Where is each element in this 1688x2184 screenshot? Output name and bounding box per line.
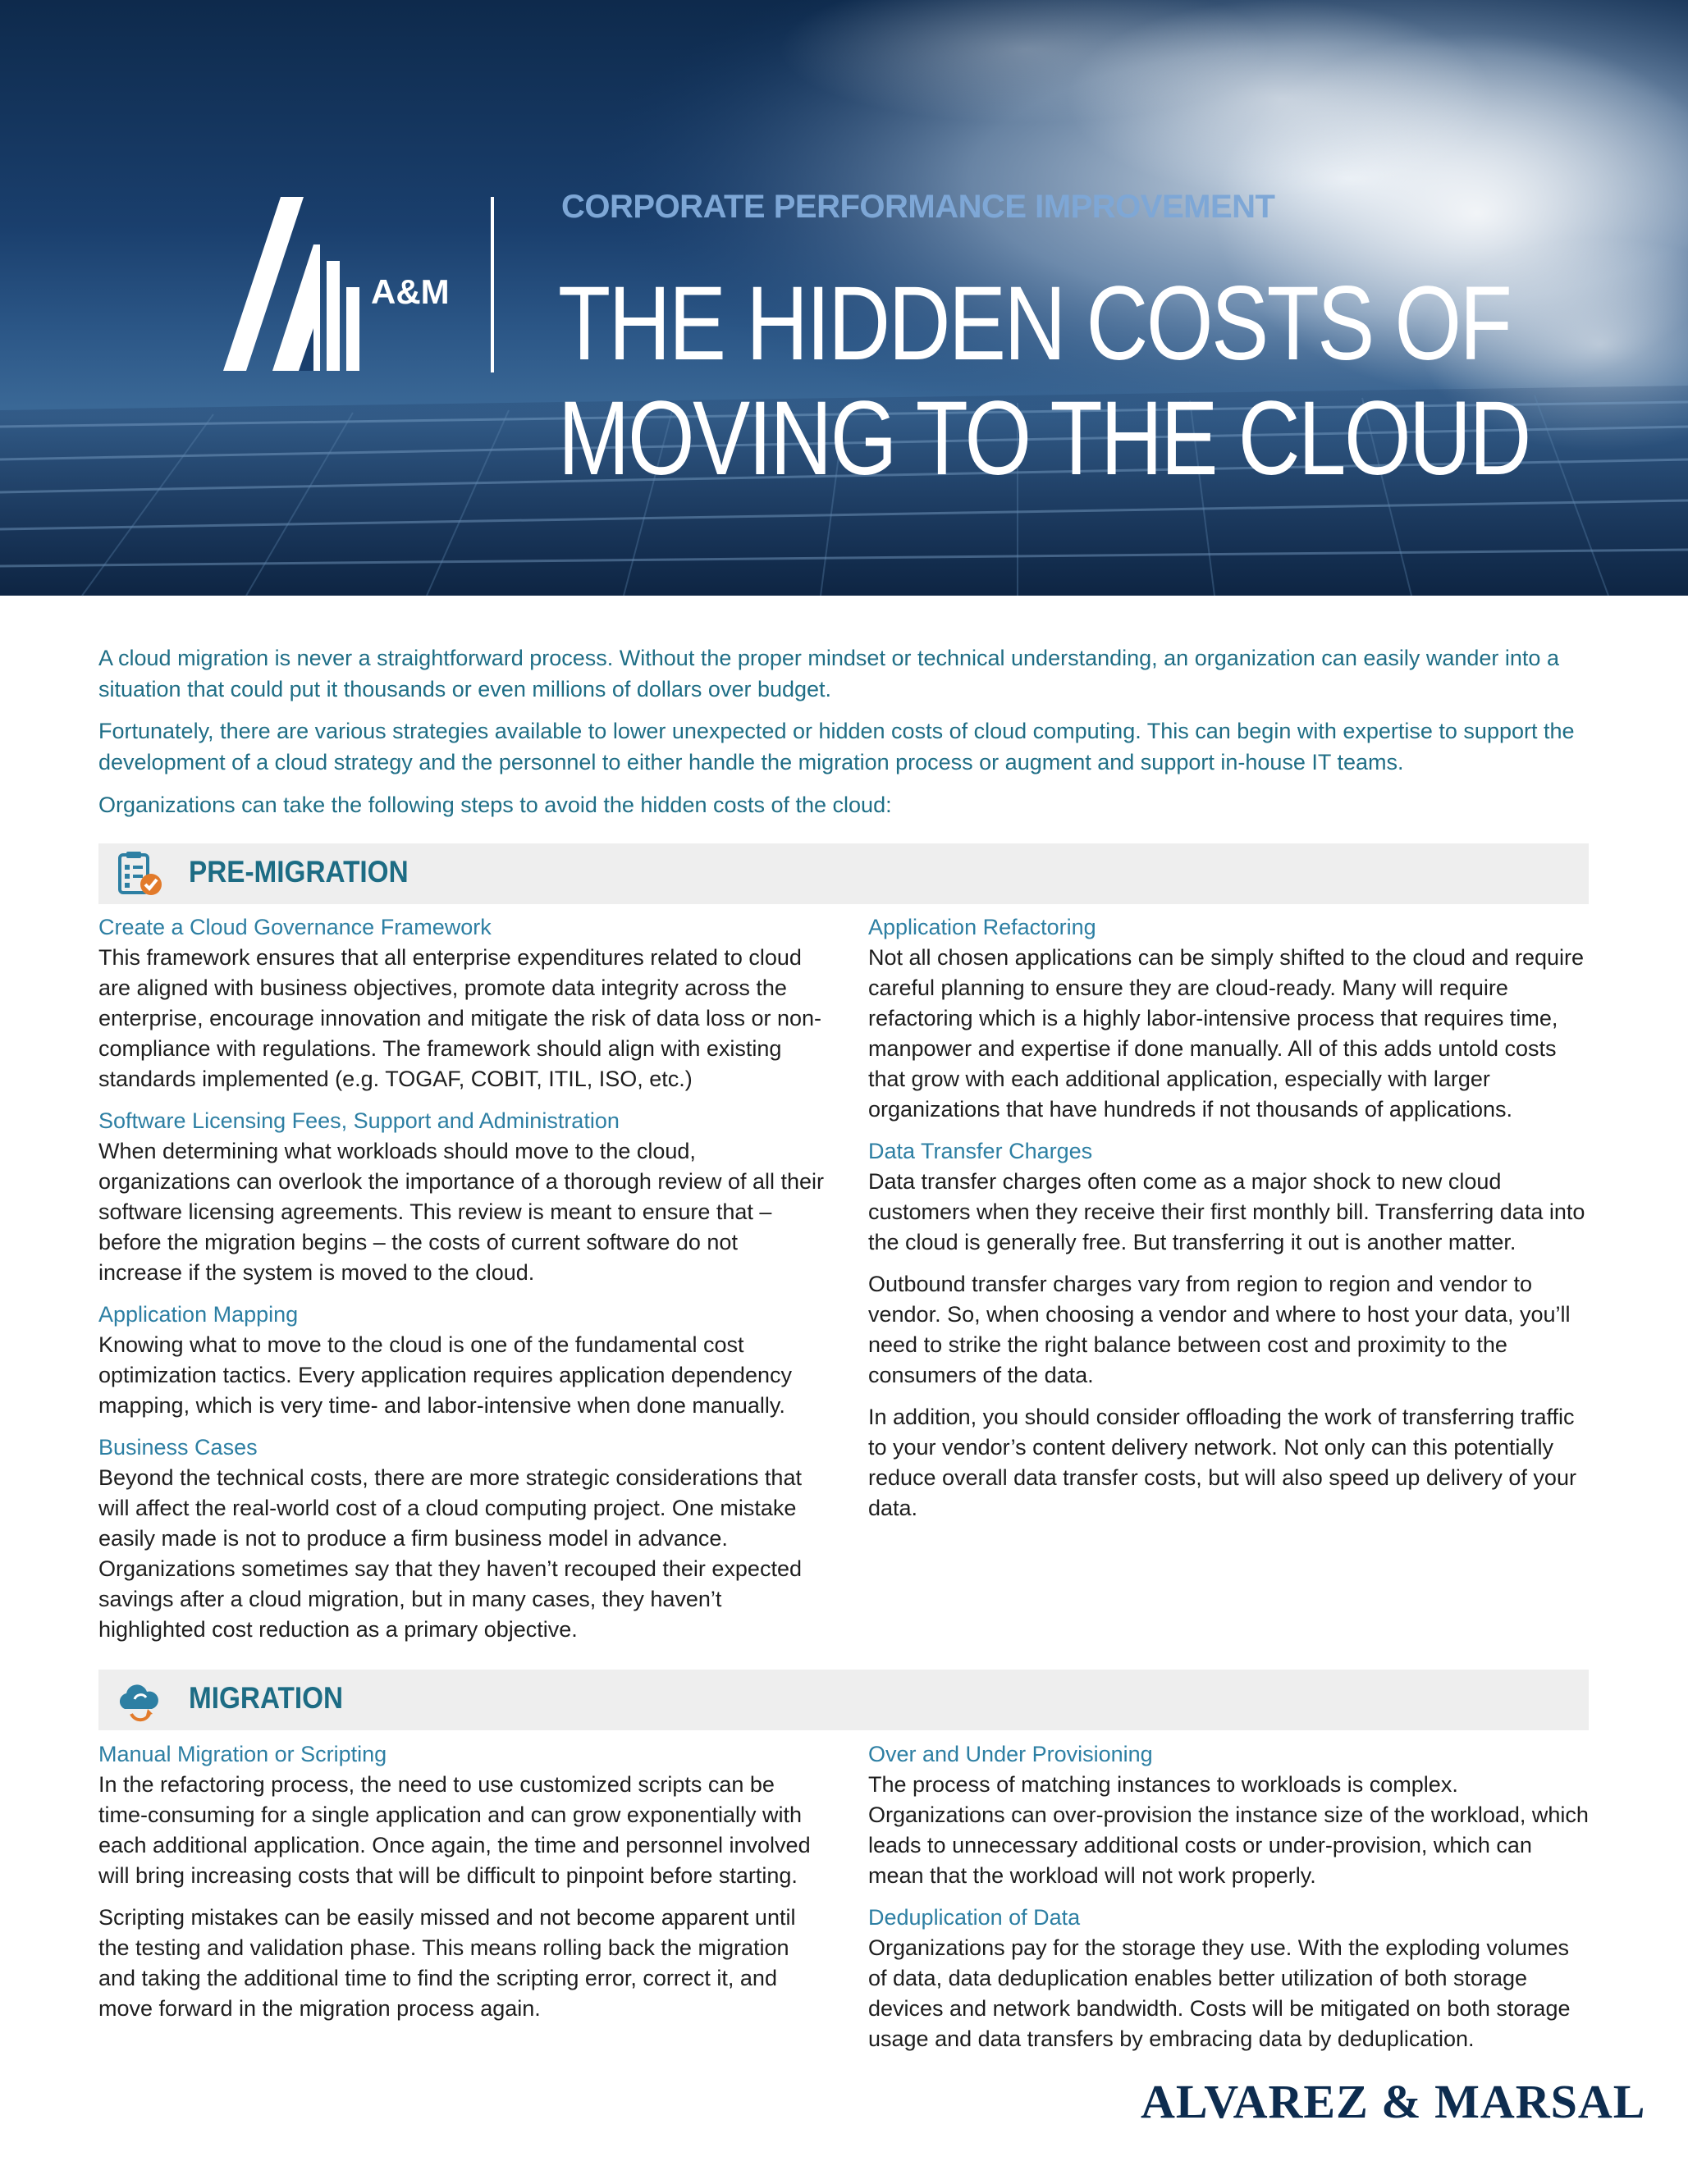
item-body: In addition, you should consider offloading the work of transferring traffic to your vendor’s content delivery network. Not only can this potentially reduce overall data transfer costs, but will also speed up delivery of your data.: [868, 1405, 1576, 1520]
section-bar-migration: [98, 1670, 1589, 1730]
cloud-sync-icon: [115, 1676, 162, 1724]
intro-paragraph-3: Organizations can take the following steps to avoid the hidden costs of the cloud:: [98, 793, 892, 817]
intro-paragraph-2: Fortunately, there are various strategies available to lower unexpected or hidden costs of cloud computing. This can begin with expertise to support the development of a cloud strategy and the personnel to either handle the migration process or augment and support in-house IT teams.: [98, 719, 1575, 774]
item-body: The process of matching instances to workloads is complex. Organizations can over-provision the instance size of the workload, which leads to unnecessary additional costs or under-provision, which can mean that the workload will not work properly.: [868, 1772, 1589, 1888]
item-heading: Software Licensing Fees, Support and Administration: [98, 1108, 620, 1133]
item-body: Organizations pay for the storage they use. With the exploding volumes of data, data deduplication enables better utilization of both storage devices and network bandwidth. Costs will be mitigated on both storage usage and data transfers by embracing data by deduplication.: [868, 1935, 1571, 2051]
section-title-migration: MIGRATION: [189, 1681, 344, 1715]
title-line-2: MOVING TO THE CLOUD: [558, 380, 1530, 497]
pre-migration-left-column: [98, 912, 825, 1656]
item-heading: Manual Migration or Scripting: [98, 1742, 387, 1766]
hero-divider: [491, 197, 494, 372]
item-body: Beyond the technical costs, there are more strategic considerations that will affect the real-world cost of a cloud computing project. One mistake easily made is not to produce a firm business model in advance. Organizations sometimes say that they haven’t recouped their expected savings after a cloud migration, but in many cases, they haven’t highlighted cost reduction as a primary objective.: [98, 1465, 802, 1642]
section-title-pre-migration: PRE-MIGRATION: [189, 855, 409, 889]
item-heading: Application Refactoring: [868, 915, 1096, 939]
migration-left-column: [98, 1739, 825, 2036]
page-title: [558, 267, 1530, 496]
am-logo-icon: [223, 197, 450, 374]
item-body: Data transfer charges often come as a major shock to new cloud customers when they receive their first monthly bill. Transferring data into the cloud is generally free. But transferring it out is another matter.: [868, 1169, 1585, 1254]
logo-text: A&M: [371, 272, 450, 311]
item-heading: Data Transfer Charges: [868, 1139, 1093, 1163]
hero-banner: [0, 0, 1688, 596]
item-body: Knowing what to move to the cloud is one of the fundamental cost optimization tactics. Every application requires application dependency mapping, which is very time- and labor-intensive when done manually.: [98, 1332, 792, 1418]
item-body: Scripting mistakes can be easily missed and not become apparent until the testing and validation phase. This means rolling back the migration and taking the additional time to find the scripting error, correct it, and move forward in the migration process again.: [98, 1905, 796, 2021]
hero-kicker: CORPORATE PERFORMANCE IMPROVEMENT: [561, 189, 1275, 225]
item-heading: Deduplication of Data: [868, 1905, 1081, 1930]
item-body: In the refactoring process, the need to use customized scripts can be time-consuming for a single application and can grow exponentially with each additional application. Once again, the time and personnel involved will bring increasing costs that will be difficult to pinpoint before starting.: [98, 1772, 811, 1888]
title-line-1: THE HIDDEN COSTS OF: [558, 265, 1511, 382]
item-heading: Over and Under Provisioning: [868, 1742, 1153, 1766]
intro-paragraph-1: A cloud migration is never a straightforward process. Without the proper mindset or technical understanding, an organization can easily wander into a situation that could put it thousands or even millions of dollars over budget.: [98, 646, 1559, 701]
item-heading: Business Cases: [98, 1435, 258, 1460]
item-heading: Create a Cloud Governance Framework: [98, 915, 492, 939]
item-body: Not all chosen applications can be simply shifted to the cloud and require careful planning to ensure they are cloud-ready. Many will require refactoring which is a highly labor-intensive process that requires time, manpower and expertise if done manually. All of this adds untold costs that grow with each additional application, especially with larger organizations that have hundreds if not thousands of applications.: [868, 945, 1585, 1122]
item-body: Outbound transfer charges vary from region to region and vendor to vendor. So, when choosing a vendor and where to host your data, you’ll need to strike the right balance between cost and proximity to the consumers of the data.: [868, 1272, 1571, 1387]
item-heading: Application Mapping: [98, 1302, 299, 1327]
item-body: When determining what workloads should move to the cloud, organizations can overlook the importance of a thorough review of all their software licensing agreements. This review is meant to ensure that – before the migration begins – the costs of current software do not increase if the system is moved to the cloud.: [98, 1139, 824, 1285]
item-body: This framework ensures that all enterprise expenditures related to cloud are aligned with business objectives, promote data integrity across the enterprise, encourage innovation and mitigate the risk of data loss or non-compliance with regulations. The framework should align with existing standards implemented (e.g. TOGAF, COBIT, ITIL, ISO, etc.): [98, 945, 822, 1091]
section-bar-pre-migration: [98, 843, 1589, 904]
migration-right-column: [868, 1739, 1590, 2066]
footer-brand-logo: ALVAREZ & MARSAL: [1141, 2075, 1646, 2128]
clipboard-check-icon: [115, 850, 162, 898]
pre-migration-right-column: [868, 912, 1590, 1535]
